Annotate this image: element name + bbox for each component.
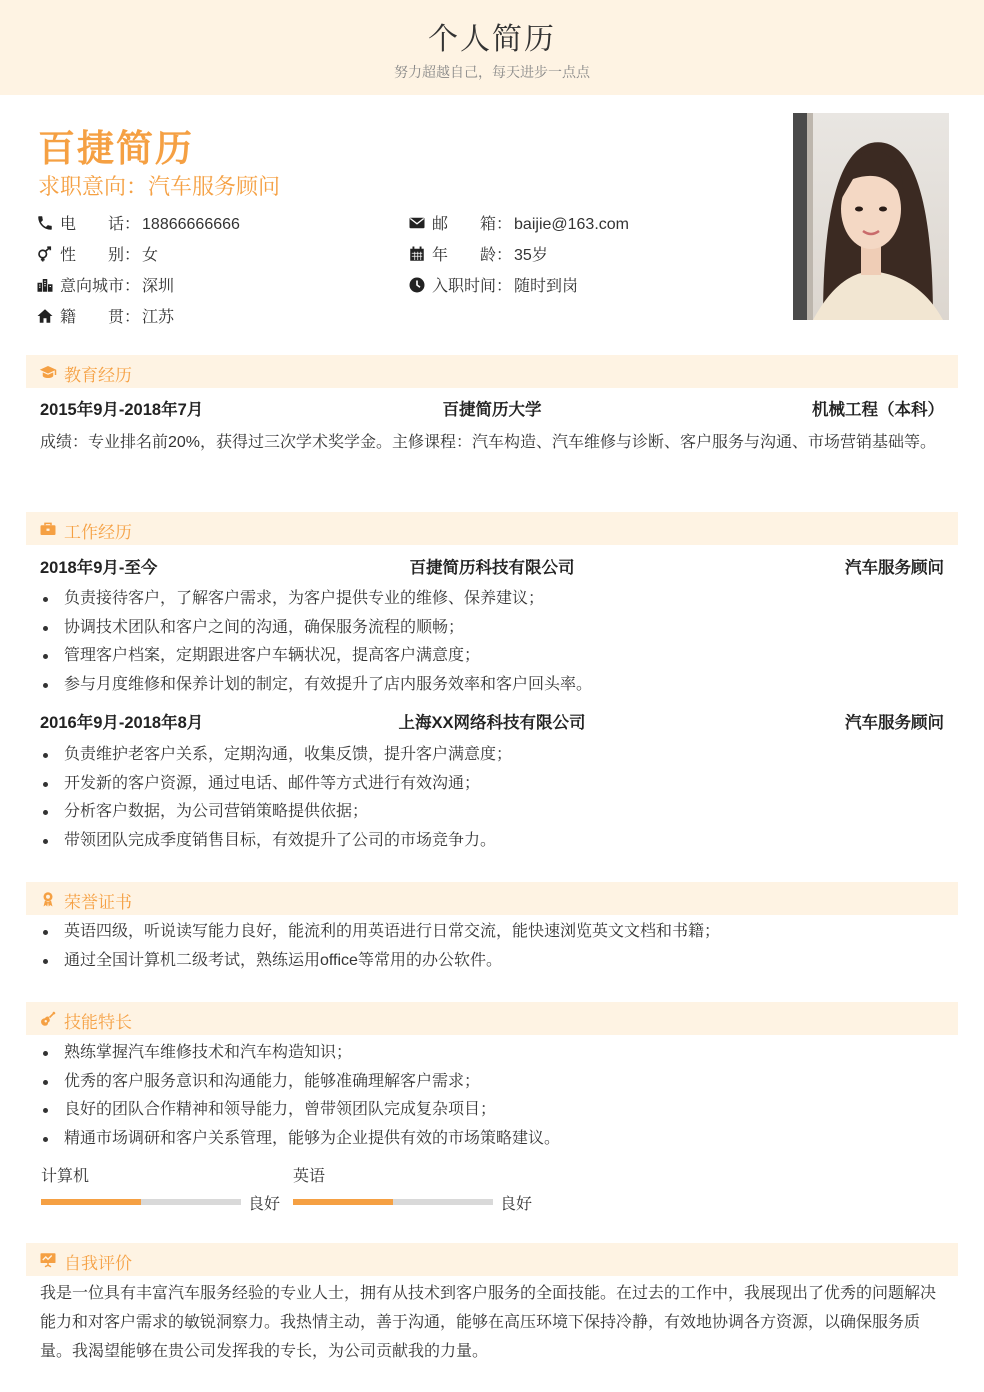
briefcase-icon: [38, 520, 58, 538]
job-1-duties: [40, 585, 950, 699]
job-2-period: 2016年9月-2018年8月: [40, 714, 204, 732]
list-item: 管理客户档案，定期跟进客户车辆状况，提高客户满意度；: [40, 642, 950, 671]
email-label: 邮 箱: [432, 216, 497, 233]
calendar-icon: [408, 245, 426, 263]
gender-icon: [36, 245, 54, 263]
list-item: 参与月度维修和保养计划的制定，有效提升了店内服务效率和客户回头率。: [40, 671, 950, 700]
skill-english-fill: [293, 1199, 393, 1205]
top-banner: [0, 0, 984, 95]
phone-value: 18866666666: [142, 216, 240, 233]
graduation-cap-icon: [38, 363, 58, 381]
list-item: 通过全国计算机二级考试，熟练运用office等常用的办公软件。: [40, 947, 950, 976]
award-icon: [38, 890, 58, 908]
education-period: 2015年9月-2018年7月: [40, 401, 204, 419]
envelope-icon: [408, 214, 426, 232]
job-1-row: [40, 554, 944, 578]
section-work-title: 工作经历: [64, 523, 132, 542]
city-icon: [36, 276, 54, 294]
info-email: 邮 箱： baijie@163.com: [408, 214, 629, 236]
start-value: 随时到岗: [514, 278, 579, 295]
section-honors-header: [26, 882, 958, 915]
section-self-eval-header: [26, 1243, 958, 1276]
presentation-icon: [38, 1251, 58, 1269]
skill-computer-label: 计算机: [41, 1168, 90, 1185]
section-skills-title: 技能特长: [64, 1013, 132, 1032]
section-self-eval-title: 自我评价: [64, 1254, 132, 1273]
list-item: 负责维护老客户关系，定期沟通，收集反馈，提升客户满意度；: [40, 741, 950, 770]
skill-english-level: 良好: [500, 1196, 533, 1213]
education-school: 百捷简历大学: [442, 401, 542, 419]
job-2-duties: [40, 741, 950, 855]
job-intent: 求职意向：汽车服务顾问: [38, 174, 281, 199]
skill-english-label: 英语: [293, 1168, 326, 1185]
education-row: [40, 396, 944, 420]
profile-photo: [793, 113, 949, 320]
list-item: 良好的团队合作精神和领导能力，曾带领团队完成复杂项目；: [40, 1096, 950, 1125]
origin-label: 籍 贯: [60, 309, 125, 326]
list-item: 精通市场调研和客户关系管理，能够为企业提供有效的市场策略建议。: [40, 1125, 950, 1154]
section-honors-title: 荣誉证书: [64, 893, 132, 912]
section-education-title: 教育经历: [64, 366, 132, 385]
info-gender: 性 别： 女: [36, 245, 158, 267]
skill-english-bar: [293, 1199, 493, 1205]
list-item: 协调技术团队和客户之间的沟通，确保服务流程的顺畅；: [40, 614, 950, 643]
list-item: 开发新的客户资源，通过电话、邮件等方式进行有效沟通；: [40, 770, 950, 799]
gender-label: 性 别: [60, 247, 125, 264]
home-icon: [36, 307, 54, 325]
resume-subtitle: 努力超越自己，每天进步一点点: [394, 64, 590, 80]
job-1-position: 汽车服务顾问: [845, 559, 944, 577]
info-phone: 电 话： 18866666666: [36, 214, 240, 236]
list-item: 熟练掌握汽车维修技术和汽车构造知识；: [40, 1039, 950, 1068]
candidate-name: 百捷简历: [38, 128, 194, 169]
age-value: 35岁: [514, 247, 548, 264]
info-age: 年 龄： 35岁: [408, 245, 548, 267]
guitar-icon: [38, 1010, 58, 1028]
origin-value: 江苏: [142, 309, 175, 326]
honors-list: [40, 918, 950, 975]
list-item: 负责接待客户，了解客户需求，为客户提供专业的维修、保养建议；: [40, 585, 950, 614]
phone-icon: [36, 214, 54, 232]
skill-computer-bar: [41, 1199, 241, 1205]
email-value: baijie@163.com: [514, 216, 629, 233]
list-item: 带领团队完成季度销售目标，有效提升了公司的市场竞争力。: [40, 827, 950, 856]
skills-list: [40, 1039, 950, 1153]
job-2-row: [40, 709, 944, 733]
job-1-period: 2018年9月-至今: [40, 559, 158, 577]
age-label: 年 龄: [432, 247, 497, 264]
section-skills-header: [26, 1002, 958, 1035]
list-item: 优秀的客户服务意识和沟通能力，能够准确理解客户需求；: [40, 1068, 950, 1097]
education-detail: 成绩：专业排名前20%，获得过三次学术奖学金。主修课程：汽车构造、汽车维修与诊断、客户服务与沟通、市场营销基础等。: [40, 434, 937, 451]
section-education-header: [26, 355, 958, 388]
gender-value: 女: [142, 247, 159, 264]
clock-icon: [408, 276, 426, 294]
list-item: 分析客户数据，为公司营销策略提供依据；: [40, 798, 950, 827]
education-major: 机械工程（本科）: [812, 401, 944, 419]
job-2-company: 上海XX网络科技有限公司: [398, 714, 586, 732]
job-1-company: 百捷简历科技有限公司: [409, 559, 575, 577]
resume-title: 个人简历: [428, 23, 556, 56]
skill-computer-level: 良好: [248, 1196, 281, 1213]
start-label: 入职时间: [432, 278, 497, 295]
job-2-position: 汽车服务顾问: [845, 714, 944, 732]
info-origin: 籍 贯： 江苏: [36, 307, 174, 329]
section-work-header: [26, 512, 958, 545]
skill-computer-fill: [41, 1199, 141, 1205]
city-value: 深圳: [142, 278, 175, 295]
self-eval-text: 我是一位具有丰富汽车服务经验的专业人士，拥有从技术到客户服务的全面技能。在过去的工作中，我展现出了优秀的问题解决能力和对客户需求的敏锐洞察力。我热情主动，善于沟通，能够在高压环境下保持冷静，有效地协调各方资源，以确保服务质量。我渴望能够在贵公司发挥我的专长，为公司贡献我的力量。: [40, 1285, 937, 1360]
list-item: 英语四级，听说读写能力良好，能流利的用英语进行日常交流，能快速浏览英文文档和书籍；: [40, 918, 950, 947]
info-start: 入职时间： 随时到岗: [408, 276, 578, 298]
info-city: 意向城市： 深圳: [36, 276, 174, 298]
phone-label: 电 话: [60, 216, 125, 233]
city-label: 意向城市: [60, 278, 125, 295]
